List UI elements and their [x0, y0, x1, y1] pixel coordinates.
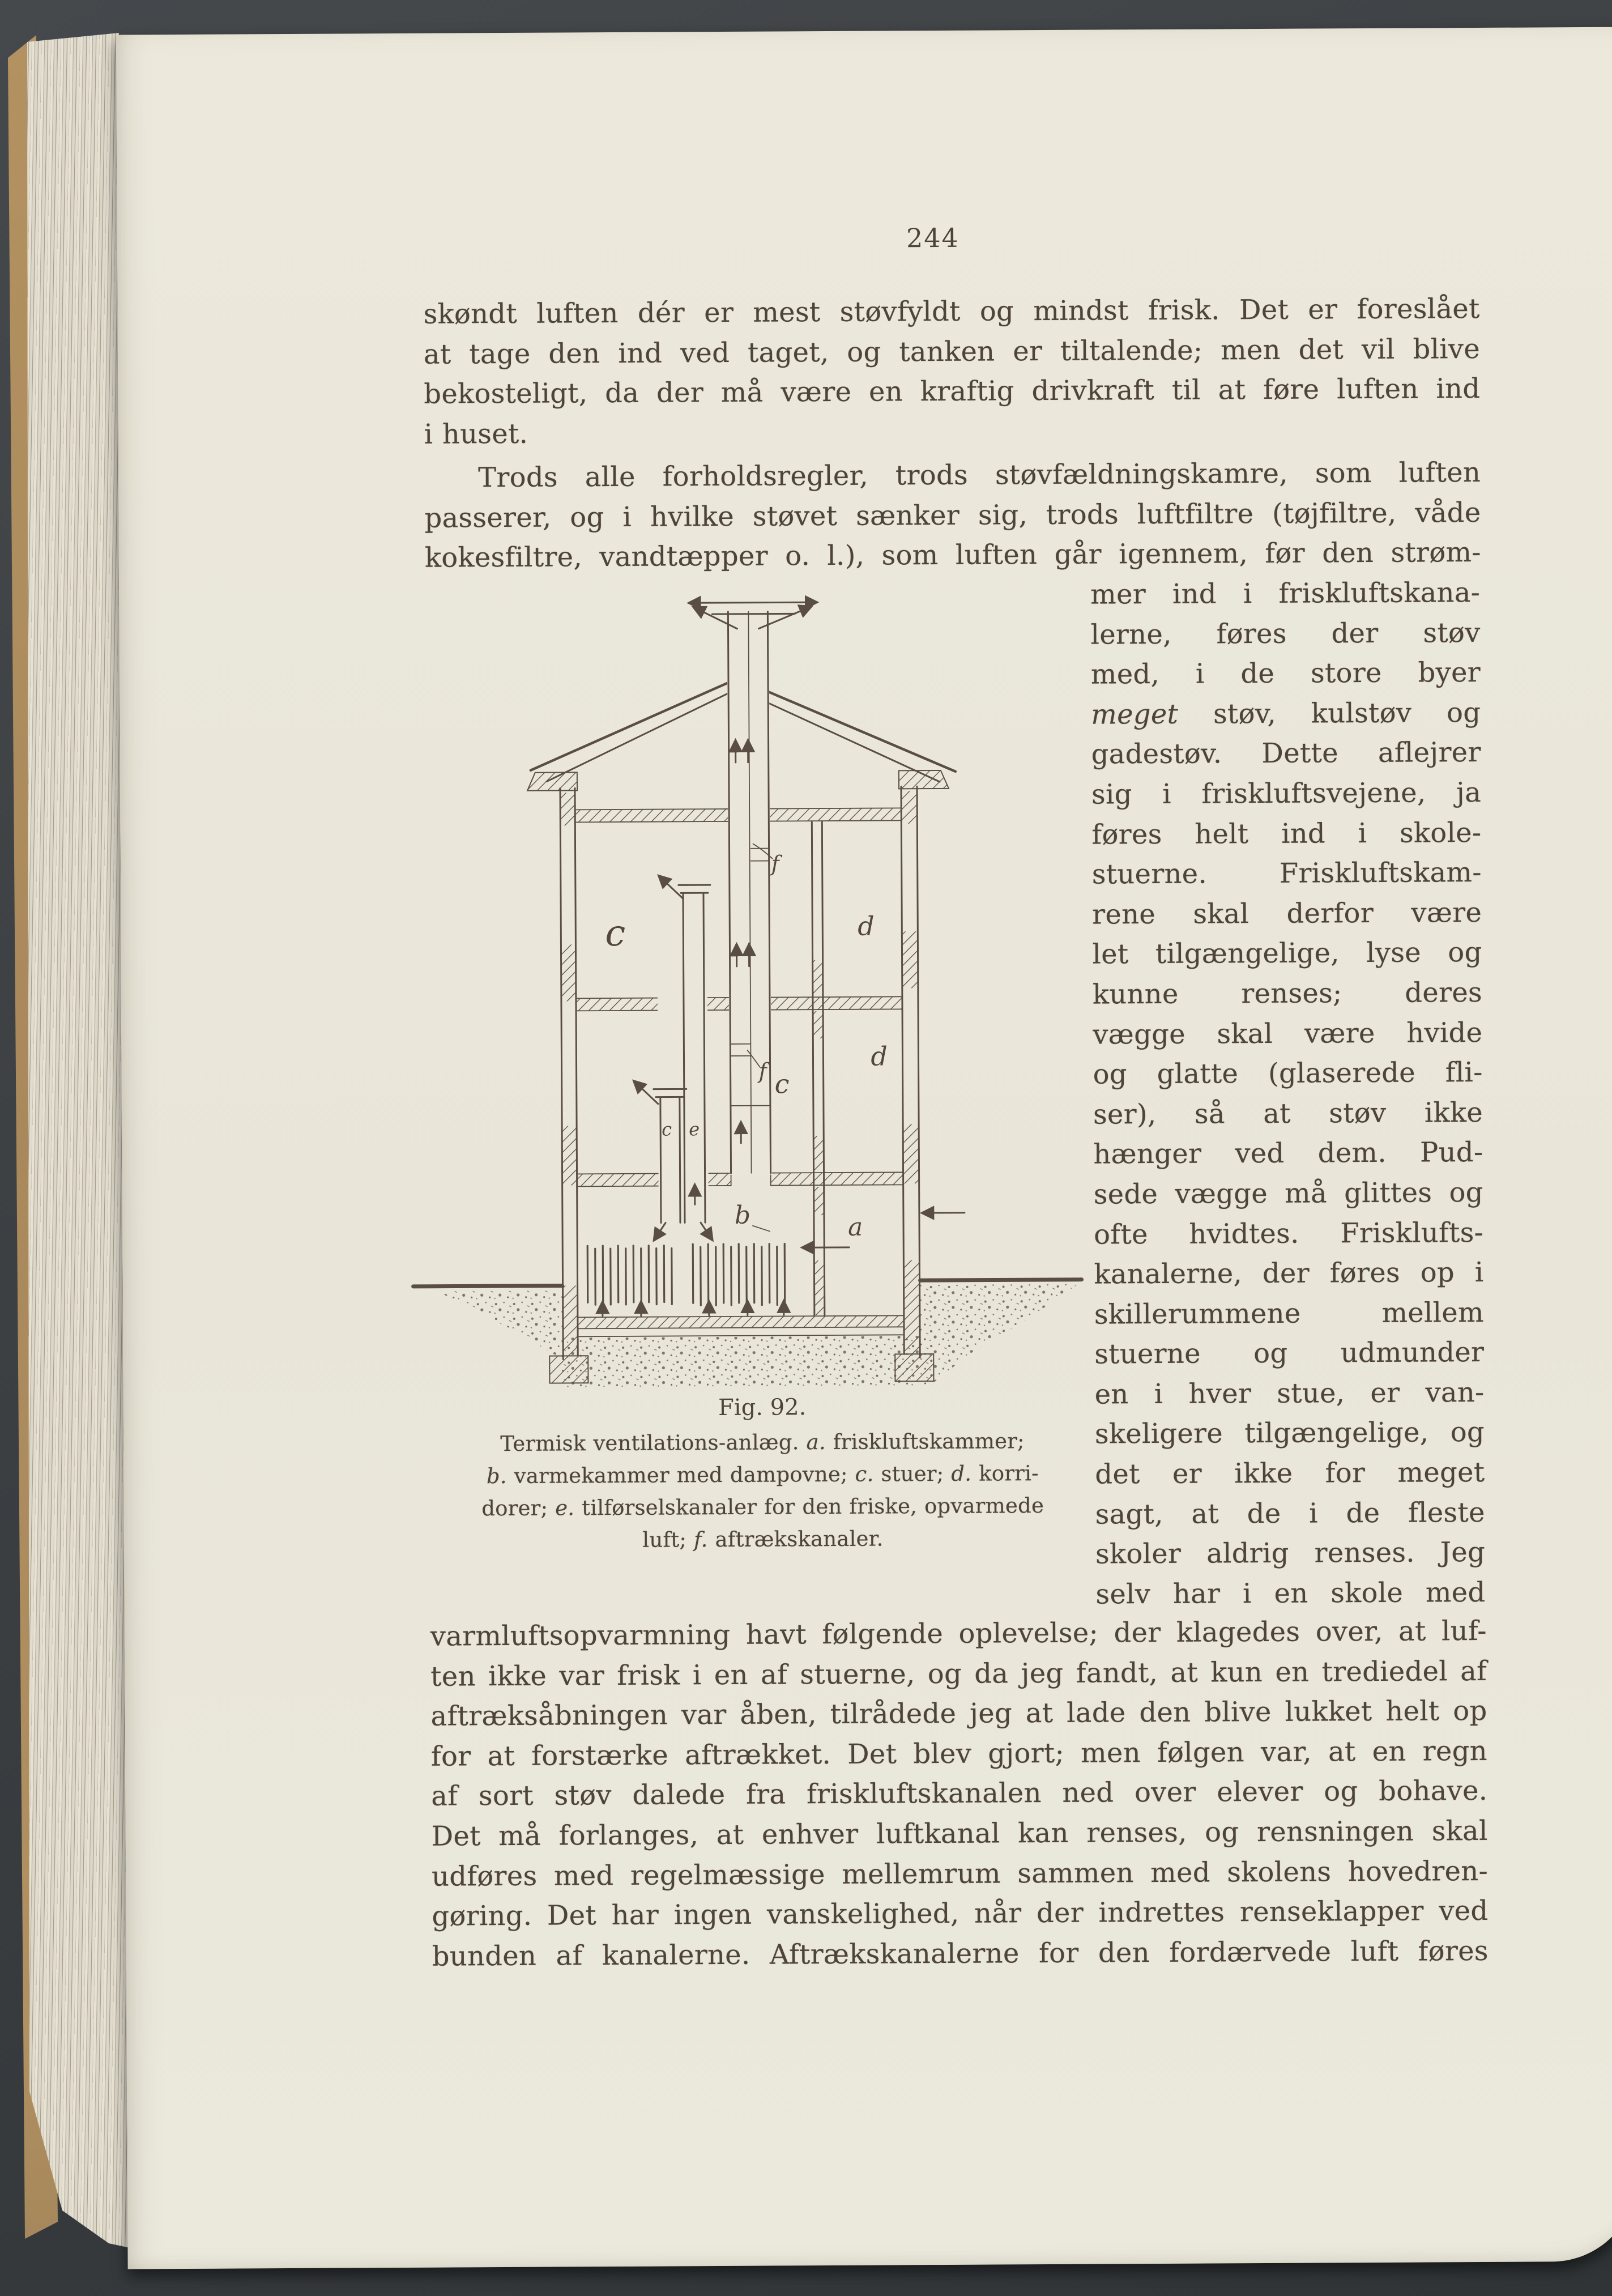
- label-chamber-heating: b: [734, 1200, 751, 1230]
- text-line: Trods alle forholdsregler, trods støvfældningskamre, som luften: [477, 456, 1481, 494]
- figure-92-illustration: [399, 590, 1310, 1393]
- label-room-middle: c: [774, 1068, 790, 1100]
- text-line: sagt, at de i de fleste: [1095, 1496, 1485, 1531]
- paragraph-3: [430, 1611, 1489, 1976]
- text-line: kokesfiltre, vandtæpper o. l.), som luften går igennem, før den strøm-: [424, 536, 1481, 574]
- text-line: Termisk ventilations-anlæg. a. friskluftskammer;: [500, 1429, 1025, 1456]
- page-number: 244: [906, 222, 959, 254]
- partition-wall: [812, 822, 825, 1316]
- text-line: af sort støv dalede fra friskluftskanalen ned over elever og bohave.: [431, 1775, 1488, 1813]
- text-line: skeligere tilgængelige, og: [1094, 1416, 1485, 1451]
- airflow-arrows: [803, 1213, 965, 1247]
- paragraph-2: [424, 453, 1481, 578]
- text-line: dorer; e. tilførselskanaler for den friske, opvarmede: [481, 1493, 1044, 1521]
- earth-texture: [437, 1284, 1079, 1390]
- text-line: Det må forlanges, at enhver luftkanal kan renses, og rensningen skal: [431, 1814, 1488, 1852]
- text-line: en i hver stue, er van-: [1094, 1376, 1485, 1411]
- figure-caption-title: Fig. 92.: [718, 1394, 807, 1421]
- text-line: bunden af kanalerne. Aftrækskanalerne for den fordærvede luft føres: [432, 1935, 1489, 1973]
- figure-caption: [434, 1425, 1091, 1557]
- text-line: at tage den ind ved taget, og tanken er tiltalende; men det vil blive: [423, 333, 1481, 370]
- label-room-upper-left: c: [605, 912, 626, 955]
- label-corridor-upper: d: [858, 910, 875, 942]
- text-line: i huset.: [424, 418, 528, 450]
- label-corridor-middle: d: [871, 1041, 888, 1072]
- text-line: passerer, og i hvilke støvet sænker sig, trods luftfiltre (tøjfiltre, våde: [424, 496, 1481, 534]
- text-line: bekosteligt, da der må være en kraftig drivkraft til at føre luften ind: [424, 373, 1481, 410]
- text-line: lerne, føres der støv: [1090, 616, 1481, 651]
- text-line: gadestøv. Dette aflejrer: [1091, 736, 1481, 770]
- label-chamber-fresh-air: a: [847, 1212, 863, 1242]
- text-line: b. varmekammer med dampovne; c. stuer; d. korri-: [486, 1461, 1039, 1489]
- text-line: let tilgængelige, lyse og: [1092, 936, 1482, 970]
- text-line: vægge skal være hvide: [1093, 1016, 1483, 1051]
- text-line: skøndt luften dér er mest støvfyldt og mindst frisk. Det er foreslået: [423, 292, 1480, 330]
- text-line: stuerne og udmunder: [1094, 1336, 1485, 1370]
- text-line: føres helt ind i skole-: [1091, 816, 1482, 851]
- text-line: mer ind i friskluftskana-: [1090, 576, 1481, 611]
- radiator-bank: [693, 1243, 785, 1305]
- text-line: meget støv, kulstøv og: [1091, 696, 1481, 731]
- text-line: ofte hvidtes. Frisklufts-: [1093, 1216, 1484, 1251]
- text-line: ser), så at støv ikke: [1093, 1096, 1483, 1131]
- foundation-footing: [895, 1354, 933, 1381]
- text-line: luft; f. aftrækskanaler.: [642, 1526, 884, 1552]
- text-line: for at forstærke aftrækket. Det blev gjort; men følgen var, at en regn: [430, 1735, 1488, 1773]
- text-line: skoler aldrig renses. Jeg: [1095, 1536, 1486, 1570]
- text-line: kanalerne, der føres op i: [1094, 1256, 1484, 1290]
- radiator-bank: [587, 1245, 672, 1305]
- text-line: hænger ved dem. Pud-: [1093, 1136, 1483, 1170]
- text-line: kunne renses; deres: [1092, 976, 1483, 1011]
- text-line: rene skal derfor være: [1092, 896, 1482, 931]
- exhaust-shaft: [689, 602, 819, 1175]
- text-line: det er ikke for meget: [1095, 1456, 1485, 1490]
- text-line: ten ikke var frisk i en af stuerne, og da jeg fandt, at kun en trediedel af: [430, 1655, 1487, 1693]
- label-shaft-upper-f: f: [771, 851, 779, 876]
- label-shaft-lower-f: f: [758, 1058, 767, 1084]
- text-line: varmluftsopvarmning havt følgende oplevelse; der klagedes over, at luf-: [430, 1615, 1487, 1652]
- text-line: stuerne. Friskluftskam-: [1091, 857, 1482, 891]
- text-line: gøring. Det har ingen vanskelighed, når der indrettes renseklapper ved: [432, 1895, 1489, 1932]
- text-line: og glatte (glaserede fli-: [1093, 1057, 1483, 1091]
- text-line: med, i de store byer: [1090, 657, 1481, 691]
- text-line: udføres med regelmæssige mellemrum sammen med skolens hovedren-: [431, 1855, 1489, 1893]
- label-duct-e: e: [689, 1118, 700, 1140]
- book-page: [116, 27, 1612, 2269]
- text-line: sede vægge må glittes og: [1093, 1176, 1483, 1211]
- text-line: skillerummene mellem: [1094, 1296, 1485, 1331]
- text-line: sig i friskluftsvejene, ja: [1091, 776, 1482, 811]
- paragraph-1: [423, 289, 1480, 454]
- label-leader: [753, 1226, 770, 1232]
- text-line: selv har i en skole med: [1095, 1576, 1486, 1611]
- foundation-footing: [549, 1356, 588, 1383]
- label-duct-c: c: [662, 1118, 672, 1140]
- text-line: aftræksåbningen var åben, tilrådede jeg at lade den blive lukket helt op: [430, 1695, 1487, 1732]
